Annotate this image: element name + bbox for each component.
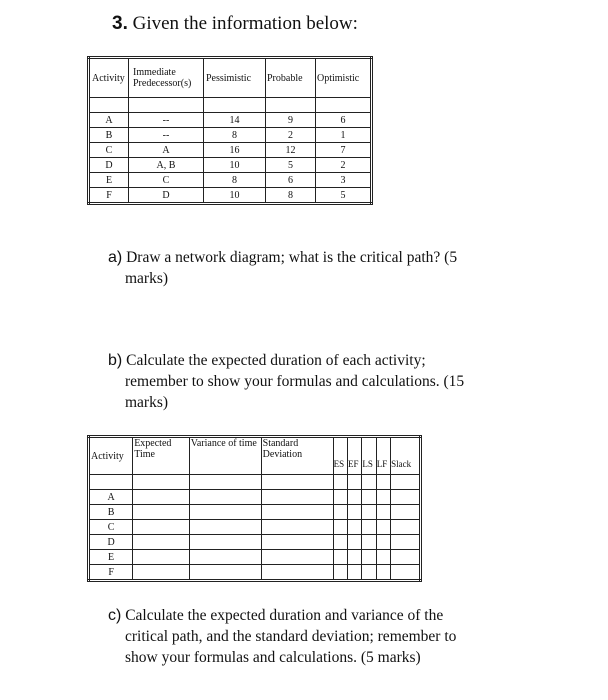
header-activity: Activity — [89, 58, 129, 98]
cell-pessimistic: 14 — [204, 113, 266, 128]
table-row — [89, 490, 421, 505]
cell-pessimistic: 10 — [204, 158, 266, 173]
table-header-row — [89, 437, 421, 475]
table-row — [89, 550, 421, 565]
part-c-line3: show your formulas and calculations. (5 marks) — [125, 649, 421, 666]
part-b-line1: Calculate the expected duration of each activity; — [126, 352, 426, 369]
cell-activity: E — [89, 173, 129, 188]
table-row — [89, 535, 421, 550]
calculation-table — [87, 435, 422, 582]
table-row — [89, 173, 372, 188]
header-predecessors: Immediate Predecessor(s) — [129, 58, 204, 98]
table-row — [89, 158, 372, 173]
part-b-line3: marks) — [125, 394, 169, 411]
part-c-line1: Calculate the expected duration and variance of the — [125, 607, 444, 624]
cell-activity: F — [89, 188, 129, 204]
cell-predecessor: -- — [129, 113, 204, 128]
cell-probable: 12 — [266, 143, 316, 158]
header-ls: LS — [362, 437, 376, 475]
cell-predecessor: D — [129, 188, 204, 204]
header-es: ES — [333, 437, 347, 475]
cell-activity: A — [89, 113, 129, 128]
cell-pessimistic: 10 — [204, 188, 266, 204]
cell-optimistic: 7 — [316, 143, 372, 158]
part-a-label: a) — [108, 249, 123, 266]
part-a-line1: Draw a network diagram; what is the critical path? (5 — [126, 249, 458, 266]
cell-activity: D — [89, 535, 133, 550]
spacer-row — [89, 475, 421, 490]
cell-activity: B — [89, 505, 133, 520]
cell-activity: E — [89, 550, 133, 565]
table-row — [89, 128, 372, 143]
header-expected-time: Expected Time — [133, 437, 190, 475]
cell-activity: C — [89, 520, 133, 535]
cell-pessimistic: 16 — [204, 143, 266, 158]
cell-pessimistic: 8 — [204, 173, 266, 188]
table-row — [89, 143, 372, 158]
activity-estimates-table — [87, 56, 373, 205]
part-b-label: b) — [108, 352, 123, 369]
cell-predecessor: A, B — [129, 158, 204, 173]
header-ef: EF — [347, 437, 361, 475]
cell-probable: 5 — [266, 158, 316, 173]
part-c — [108, 605, 578, 668]
cell-activity: C — [89, 143, 129, 158]
part-b — [108, 350, 578, 413]
table-row — [89, 188, 372, 204]
cell-optimistic: 3 — [316, 173, 372, 188]
cell-predecessor: -- — [129, 128, 204, 143]
table-row — [89, 565, 421, 581]
header-pessimistic: Pessimistic — [204, 58, 266, 98]
question-text: Given the information below: — [132, 13, 358, 34]
question-number: 3. — [112, 13, 128, 34]
table-row — [89, 505, 421, 520]
part-a-line2: marks) — [125, 270, 169, 287]
cell-optimistic: 5 — [316, 188, 372, 204]
header-variance: Variance of time — [189, 437, 261, 475]
spacer-row — [89, 98, 372, 113]
cell-predecessor: A — [129, 143, 204, 158]
cell-probable: 8 — [266, 188, 316, 204]
header-activity: Activity — [89, 437, 133, 475]
part-c-line2: critical path, and the standard deviation; remember to — [125, 628, 457, 645]
header-lf: LF — [376, 437, 390, 475]
cell-optimistic: 1 — [316, 128, 372, 143]
cell-optimistic: 2 — [316, 158, 372, 173]
cell-predecessor: C — [129, 173, 204, 188]
cell-activity: A — [89, 490, 133, 505]
header-slack: Slack — [391, 437, 421, 475]
part-b-line2: remember to show your formulas and calculations. (15 — [125, 373, 465, 390]
header-std-dev: Standard Deviation — [261, 437, 333, 475]
cell-probable: 6 — [266, 173, 316, 188]
part-c-label: c) — [108, 607, 122, 624]
header-optimistic: Optimistic — [316, 58, 372, 98]
cell-probable: 9 — [266, 113, 316, 128]
cell-optimistic: 6 — [316, 113, 372, 128]
cell-pessimistic: 8 — [204, 128, 266, 143]
cell-probable: 2 — [266, 128, 316, 143]
cell-activity: F — [89, 565, 133, 581]
cell-activity: D — [89, 158, 129, 173]
table-header-row — [89, 58, 372, 98]
table-row — [89, 520, 421, 535]
table-row — [89, 113, 372, 128]
cell-activity: B — [89, 128, 129, 143]
question-title — [112, 13, 358, 35]
header-probable: Probable — [266, 58, 316, 98]
part-a — [108, 247, 578, 289]
